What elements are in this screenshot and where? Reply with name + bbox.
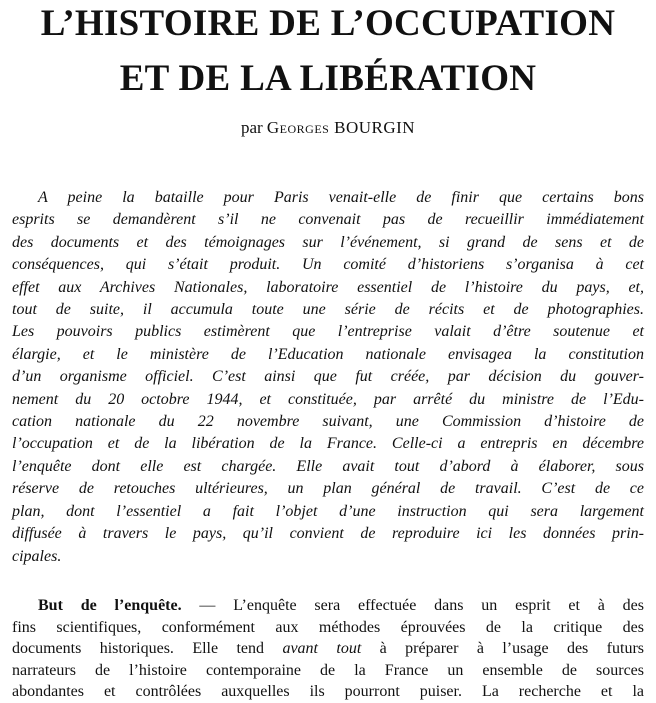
- section-line: [12, 660, 644, 682]
- section-emphasis: avant tout: [282, 640, 362, 657]
- intro-line: effet aux Archives Nationales, laboratoire essentiel de l’histoire du pays, et,: [12, 278, 644, 296]
- title-line-2: ET DE LA LIBÉRATION: [119, 58, 537, 99]
- intro-line: cipales.: [12, 547, 62, 565]
- section-text: à préparer à l’usage des futurs: [361, 640, 645, 657]
- section-but-enquete: [12, 595, 644, 703]
- intro-line: l’occupation et de la libération de la France. Celle-ci a entrepris en décembre: [12, 435, 644, 453]
- section-text: — L’enquête sera effectuée dans un esprit et à des: [181, 597, 645, 614]
- intro-line: plan, dont l’essentiel a fait l’objet d’une instruction qui sera largement: [12, 502, 644, 520]
- intro-line: A peine la bataille pour Paris venait-elle de finir que certains bons: [38, 189, 644, 206]
- intro-line: élargie, et le ministère de l’Education nationale envisagea la constitution: [12, 345, 644, 363]
- intro-line: tout de suite, il accumula toute une série de récits et de photographies.: [12, 301, 644, 319]
- author-name: Georges BOURGIN: [266, 118, 416, 137]
- byline: [0, 118, 656, 138]
- section-line: [12, 681, 644, 703]
- intro-line: nement du 20 octobre 1944, et constituée, par arrêté du ministre de l’Edu-: [12, 390, 644, 408]
- section-text: narrateurs de l’histoire contemporaine de la France un ensemble de sources: [12, 661, 644, 679]
- section-line: [12, 638, 644, 660]
- intro-line: cation nationale du 22 novembre suivant, une Commission d’histoire de: [12, 413, 644, 431]
- title-line-1: L’HISTOIRE DE L’OCCUPATION: [40, 3, 616, 44]
- section-heading: But de l’enquête.: [38, 597, 182, 614]
- section-line: [12, 595, 644, 617]
- intro-line: des documents et des témoignages sur l’événement, si grand de sens et de: [12, 233, 644, 251]
- byline-prefix: par: [240, 118, 263, 137]
- intro-line: d’un organisme officiel. C’est ainsi que fut créée, par décision du gouver-: [12, 368, 644, 386]
- intro-line: réserve de retouches ultérieures, un plan général de travail. C’est de ce: [12, 480, 644, 498]
- section-text: abondantes et contrôlées auxquelles ils pourront puiser. La recherche et la: [12, 683, 644, 700]
- section-text: fins scientifiques, conformément aux méthodes éprouvées de la critique des: [12, 618, 644, 636]
- intro-line: l’enquête dont elle est chargée. Elle avait tout d’abord à élaborer, sous: [12, 457, 644, 475]
- section-text: documents historiques. Elle tend: [12, 640, 283, 657]
- intro-paragraph: [12, 187, 644, 568]
- intro-line: diffusée à travers le pays, qu’il convient de reproduire ici les données prin-: [12, 525, 644, 543]
- section-line: [12, 617, 644, 639]
- intro-line: conséquences, qui s’était produit. Un comité d’historiens s’organisa à cet: [12, 256, 644, 274]
- intro-line: esprits se demandèrent s’il ne convenait pas de recueillir immédiatement: [12, 211, 644, 229]
- intro-line: Les pouvoirs publics estimèrent que l’entreprise valait d’être soutenue et: [12, 323, 644, 341]
